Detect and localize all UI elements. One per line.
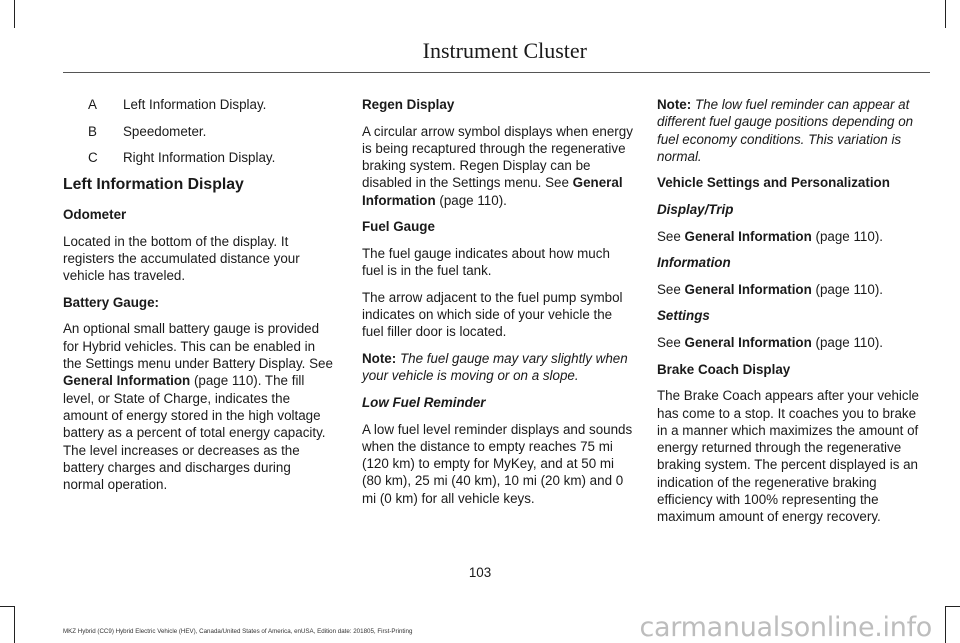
page-ref-text: (page 110). bbox=[811, 228, 883, 244]
low-fuel-text: A low fuel level reminder displays and sounds when the distance to empty reaches 75 mi (120 km) to empty for MyKey, and at 50 mi (80 km), 25 mi (40 km), 10 mi (20 km) and 0 mi (0 km) for all vehicle keys. bbox=[362, 421, 633, 506]
display-trip-ref bbox=[657, 228, 929, 245]
legend-letter: C bbox=[88, 150, 98, 166]
legend-text: Right Information Display. bbox=[123, 150, 276, 166]
odometer-heading: Odometer bbox=[63, 207, 127, 223]
column-middle bbox=[362, 96, 634, 516]
settings-heading: Settings bbox=[657, 308, 710, 324]
fuel-note bbox=[362, 350, 634, 385]
brake-coach-heading: Brake Coach Display bbox=[657, 361, 791, 377]
cross-reference-link[interactable]: General Information bbox=[684, 228, 812, 244]
watermark: carmanualsonline.info bbox=[639, 612, 932, 643]
legend-text: Left Information Display. bbox=[123, 97, 267, 112]
odometer-text: Located in the bottom of the display. It registers the accumulated distance your vehicle has traveled. bbox=[63, 233, 300, 284]
low-fuel-heading: Low Fuel Reminder bbox=[362, 394, 486, 410]
crop-mark-bottom-right-h bbox=[945, 606, 960, 607]
legend-letter: B bbox=[88, 123, 97, 139]
cross-reference-link[interactable]: General Information bbox=[684, 335, 812, 351]
legend-item-c bbox=[63, 149, 335, 166]
note-text: The fuel gauge may vary slightly when your vehicle is moving or on a slope. bbox=[362, 351, 628, 384]
fuel-gauge-text-2: The arrow adjacent to the fuel pump symbol indicates on which side of your vehicle the fuel filler door is located. bbox=[362, 289, 623, 340]
battery-paragraph bbox=[63, 320, 335, 493]
battery-heading: Battery Gauge: bbox=[63, 294, 159, 310]
vehicle-settings-heading: Vehicle Settings and Personalization bbox=[657, 175, 890, 191]
cross-reference-link[interactable]: General Information bbox=[362, 175, 623, 208]
battery-text-2: (page 110). The fill level, or State of Charge, indicates the amount of energy stored in the high voltage battery as a percent of total energy capacity. The level increases or decreases as the battery charges and discharges during normal operation. bbox=[63, 373, 326, 493]
page-header-title: Instrument Cluster bbox=[422, 38, 587, 63]
note-text: The low fuel reminder can appear at different fuel gauge positions depending on fuel economy conditions. This variation is normal. bbox=[657, 97, 914, 164]
crop-mark-top-right bbox=[945, 0, 946, 28]
cross-reference-link[interactable]: General Information bbox=[684, 281, 812, 297]
section-heading: Left Information Display bbox=[63, 175, 244, 193]
see-text: See bbox=[657, 228, 685, 244]
page-number: 103 bbox=[468, 565, 492, 580]
low-fuel-note bbox=[657, 96, 929, 165]
footer-edition-text: MKZ Hybrid (CC9) Hybrid Electric Vehicle (HEV), Canada/United States of America, enUSA, Edition date: 201805, First-Printing bbox=[63, 628, 413, 635]
column-left bbox=[63, 96, 335, 503]
legend-text: Speedometer. bbox=[123, 123, 207, 139]
legend-item-b bbox=[63, 123, 335, 140]
header-rule bbox=[63, 72, 930, 73]
column-right bbox=[657, 96, 929, 535]
crop-mark-bottom-left bbox=[14, 606, 15, 643]
brake-coach-text: The Brake Coach appears after your vehicle has come to a stop. It coaches you to brake in a manner which maximizes the amount of energy returned through the regenerative braking system. The percent displayed is an indication of the regenerative braking efficiency with 100% representing the maximum amount of energy recovery. bbox=[657, 388, 920, 525]
fuel-gauge-text-1: The fuel gauge indicates about how much fuel is in the fuel tank. bbox=[362, 245, 610, 279]
page-ref-text: (page 110). bbox=[811, 335, 883, 351]
cross-reference-link[interactable]: General Information bbox=[63, 373, 191, 389]
crop-mark-bottom-right bbox=[945, 606, 946, 643]
crop-mark-bottom-left-h bbox=[0, 606, 15, 607]
settings-ref bbox=[657, 334, 929, 351]
legend-item-a bbox=[63, 96, 335, 113]
legend-letter: A bbox=[88, 97, 97, 112]
regen-text-1: A circular arrow symbol displays when energy is being recaptured through the regenerative braking system. Regen Display can be disabled in the Settings menu. See bbox=[362, 123, 633, 191]
battery-text-1: An optional small battery gauge is provided for Hybrid vehicles. This can be enabled in the Settings menu under Battery Display. See bbox=[63, 321, 333, 372]
information-ref bbox=[657, 281, 929, 298]
note-label: Note: bbox=[362, 351, 397, 367]
regen-paragraph bbox=[362, 123, 634, 209]
note-label: Note: bbox=[657, 97, 692, 112]
regen-text-2: (page 110). bbox=[435, 192, 507, 208]
display-trip-heading: Display/Trip bbox=[657, 202, 734, 218]
see-text: See bbox=[657, 281, 685, 297]
page-ref-text: (page 110). bbox=[811, 281, 883, 297]
regen-heading: Regen Display bbox=[362, 97, 455, 112]
crop-mark-top-left bbox=[14, 0, 15, 28]
fuel-gauge-heading: Fuel Gauge bbox=[362, 219, 435, 235]
information-heading: Information bbox=[657, 255, 731, 271]
see-text: See bbox=[657, 335, 685, 351]
